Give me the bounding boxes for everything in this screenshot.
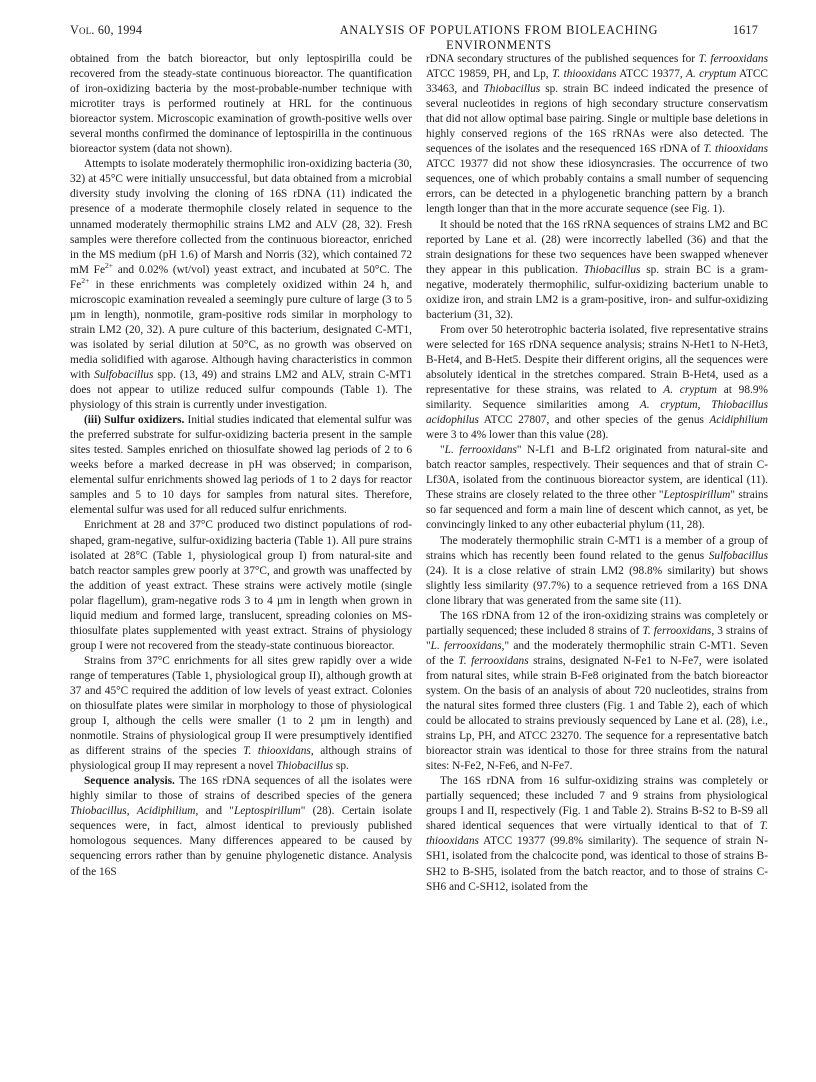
paragraph: Enrichment at 28 and 37°C produced two distinct populations of rod-shaped, gram-negative, sulfur-oxidizing bacteria (Table 1). All pure strains isolated at 28°C (Table 1, physiological group I) from natural-site and batch reactor samples grew poorly at 37°C, and growth was unaffected by the addition of yeast extract. These strains were actively motile (single polar flagellum), gram-negative rods 3 to 4 µm in length when grown in liquid medium and formed large, translucent, spreading colonies on MS-thiosulfate plates supplemented with yeast extract. Strains of physiology group I were not recovered from the steady-state continuous bioreactor. <box>70 519 412 652</box>
paragraph: obtained from the batch bioreactor, but only leptospirilla could be recovered from the steady-state continuous bioreactor. The quantification of iron-oxidizing bacteria by the most-probable-number technique with microtiter trays is performed routinely at HRL for the continuous bioreactor system. Microscopic examination of growth-positive wells over several months confirmed the dominance of leptospirilla in the continuous bioreactor system (data not shown). <box>70 53 412 156</box>
paragraph: rDNA secondary structures of the published sequences for T. ferrooxidans ATCC 19859, PH, and Lp, T. thiooxidans ATCC 19377, A. cryptum ATCC 33463, and Thiobacillus sp. strain BC indeed indicated the presence of several nucleotides in regions of high secondary structure conservatism that did not allow optimal base pairing. Single or multiple base deletions in highly conserved regions of the 16S rRNAs were also detected. The sequences of the isolates and the resequenced 16S rDNA of T. thiooxidans ATCC 19377 did not show these idiosyncrasies. The occurrence of two sequences, one of which probably contains a small number of sequencing errors, can be detected in a phylogenetic branching pattern by a branch length longer than that in the more accurate sequence (see Fig. 1). <box>426 53 769 216</box>
right-column <box>426 52 768 895</box>
paragraph: From over 50 heterotrophic bacteria isolated, five representative strains were selected for 16S rDNA sequence analysis; strains N-Het1 to N-Het3, B-Het4, and B-Het5. Despite their different origins, all the sequences were absolutely identical in the stretches compared. Strain B-Het4, used as a representative for these strains, was related to A. cryptum at 98.9% similarity. Sequence similarities among A. cryptum, Thiobacillus acidophilus ATCC 27807, and other species of the genus Acidiphilium were 3 to 4% lower than this value (28). <box>426 323 768 442</box>
paragraph: Strains from 37°C enrichments for all sites grew rapidly over a wide range of temperatures (Table 1, physiological group II), although growth at 37 and 45°C required the addition of low levels of yeast extract. Colonies on thiosulfate plates were similar in morphology to those of physiological group I, although the cells were smaller (1 to 2 µm in length) and nonmotile. Strains of physiological group II were presumptively identified as different strains of the species T. thiooxidans, although strains of physiological group II may represent a novel Thiobacillus sp. <box>70 654 413 773</box>
running-title: ANALYSIS OF POPULATIONS FROM BIOLEACHING ENVIRONMENTS <box>339 23 659 52</box>
run-in-heading: (iii) Sulfur oxidizers. <box>84 414 185 427</box>
paragraph: (iii) Sulfur oxidizers. Initial studies indicated that elemental sulfur was the preferred substrate for sulfur-oxidizing bacteria present in the sample sites tested. Samples enriched on thiosulfate showed lag periods of 2 to 6 weeks before a marked decrease in pH was observed; in comparison, elemental sulfur enrichments showed lag periods of 1 to 2 days for reactor samples and 5 to 10 days for samples from natural sites. Therefore, elemental sulfur was used for all reduced sulfur enrichments. <box>70 414 412 517</box>
page-number: 1617 <box>732 23 758 37</box>
paragraph: It should be noted that the 16S rRNA sequences of strains LM2 and BC reported by Lane et al. (28) were incorrectly labelled (36) and that the strain designations for these two sequences have been swapped whenever they appear in this publication. Thiobacillus sp. strain BC is a gram-negative, moderately thermophilic, sulfur-oxidizing bacterium unable to oxidize iron, and strain LM2 is a gram-positive, iron- and sulfur-oxidizing bacterium (31, 32). <box>426 218 768 321</box>
running-header <box>70 23 758 52</box>
paragraph: The moderately thermophilic strain C-MT1 is a member of a group of strains which has recently been found related to the genus Sulfobacillus (24). It is a close relative of strain LM2 (98.8% similarity) but shows slightly less similarity (97.7%) to a sequence retrieved from a 16S DNA clone library that was generated from the same site (11). <box>426 534 768 607</box>
run-in-heading: Sequence analysis. <box>84 775 175 788</box>
paragraph: "L. ferrooxidans" N-Lf1 and B-Lf2 originated from natural-site and batch reactor samples, respectively. Their sequences and that of strain C-Lf30A, isolated from the continuous bioreactor system, are identical (11). These strains are closely related to the three other "Leptospirillum" strains so far sequenced and form a main line of descent which cannot, as yet, be convincingly linked to any other eubacterial phylum (11, 28). <box>426 444 768 532</box>
paragraph: The 16S rDNA from 16 sulfur-oxidizing strains was completely or partially sequenced; these included 7 and 9 strains from physiological groups I and II, respectively (Fig. 1 and Table 2). Strains B-S2 to B-S9 all shared identical sequences that were virtually identical to that of T. thiooxidans ATCC 19377 (99.8% similarity). The sequence of strain N-SH1, isolated from the chalcocite pond, was identical to those of strains B-SH2 to B-SH5, isolated from the batch reactor, and to those of strains C-SH6 and C-SH12, isolated from the <box>426 775 768 893</box>
paragraph: Attempts to isolate moderately thermophilic iron-oxidizing bacteria (30, 32) at 45°C were initially unsuccessful, but data obtained from a microbial diversity study involving the cloning of 16S rDNA (11) indicated the presence of a moderate thermophile closely related in sequence to the unnamed moderately thermophilic strains LM2 and ALV (28, 32). Fresh samples were therefore collected from the continuous bioreactor, enriched in the MS medium (pH 1.6) of Marsh and Norris (32), which contained 72 mM $Fe^{2+}$ and 0.02% (wt/vol) yeast extract, and incubated at 50°C. The $Fe^{2+}$ in these enrichments was completely oxidized within 24 h, and microscopic examination revealed a seemingly pure culture of large (3 to 5 µm in length), nonmotile, gram-positive rods similar in morphology to strain LM2 (20, 32). A pure culture of this bacterium, designated C-MT1, was isolated by serial dilution at 50°C, as no growth was observed on media solidified with agarose. Although having characteristics in common with Sulfobacillus spp. (13, 49) and strains LM2 and ALV, strain C-MT1 does not appear to utilize reduced sulfur compounds (Table 1). The physiology of this strain is currently under investigation. <box>70 158 412 412</box>
left-column <box>70 52 412 880</box>
paragraph: Sequence analysis. The 16S rDNA sequences of all the isolates were highly similar to those of strains of described species of the genera Thiobacillus, Acidiphilium, and "Leptospirillum" (28). Certain isolate sequences were, in fact, almost identical to previously published homologous sequences. Many differences appeared to be caused by sequencing errors rather than by genuine phylogenetic distance. Analysis of the 16S <box>70 775 413 878</box>
paragraph: The 16S rDNA from 12 of the iron-oxidizing strains was completely or partially sequenced; these included 8 strains of T. ferrooxidans, 3 strains of "L. ferrooxidans," and the moderately thermophilic strain C-MT1. Seven of the T. ferrooxidans strains, designated N-Fe1 to N-Fe7, were isolated from natural sites, while strain B-Fe8 originated from the batch bioreactor system. On the basis of an analysis of about 720 nucleotides, strains from the natural sites formed three clusters (Fig. 1 and Table 2), each of which could be allocated to strains previously sequenced by Lane et al. (28), i.e., strains Lp, PH, and ATCC 23270. The sequence for a representative batch bioreactor strain was identical to those for three strains from the natural sites: N-Fe2, N-Fe6, and N-Fe7. <box>426 609 768 773</box>
volume-label: Vol. 60, 1994 <box>70 23 143 37</box>
